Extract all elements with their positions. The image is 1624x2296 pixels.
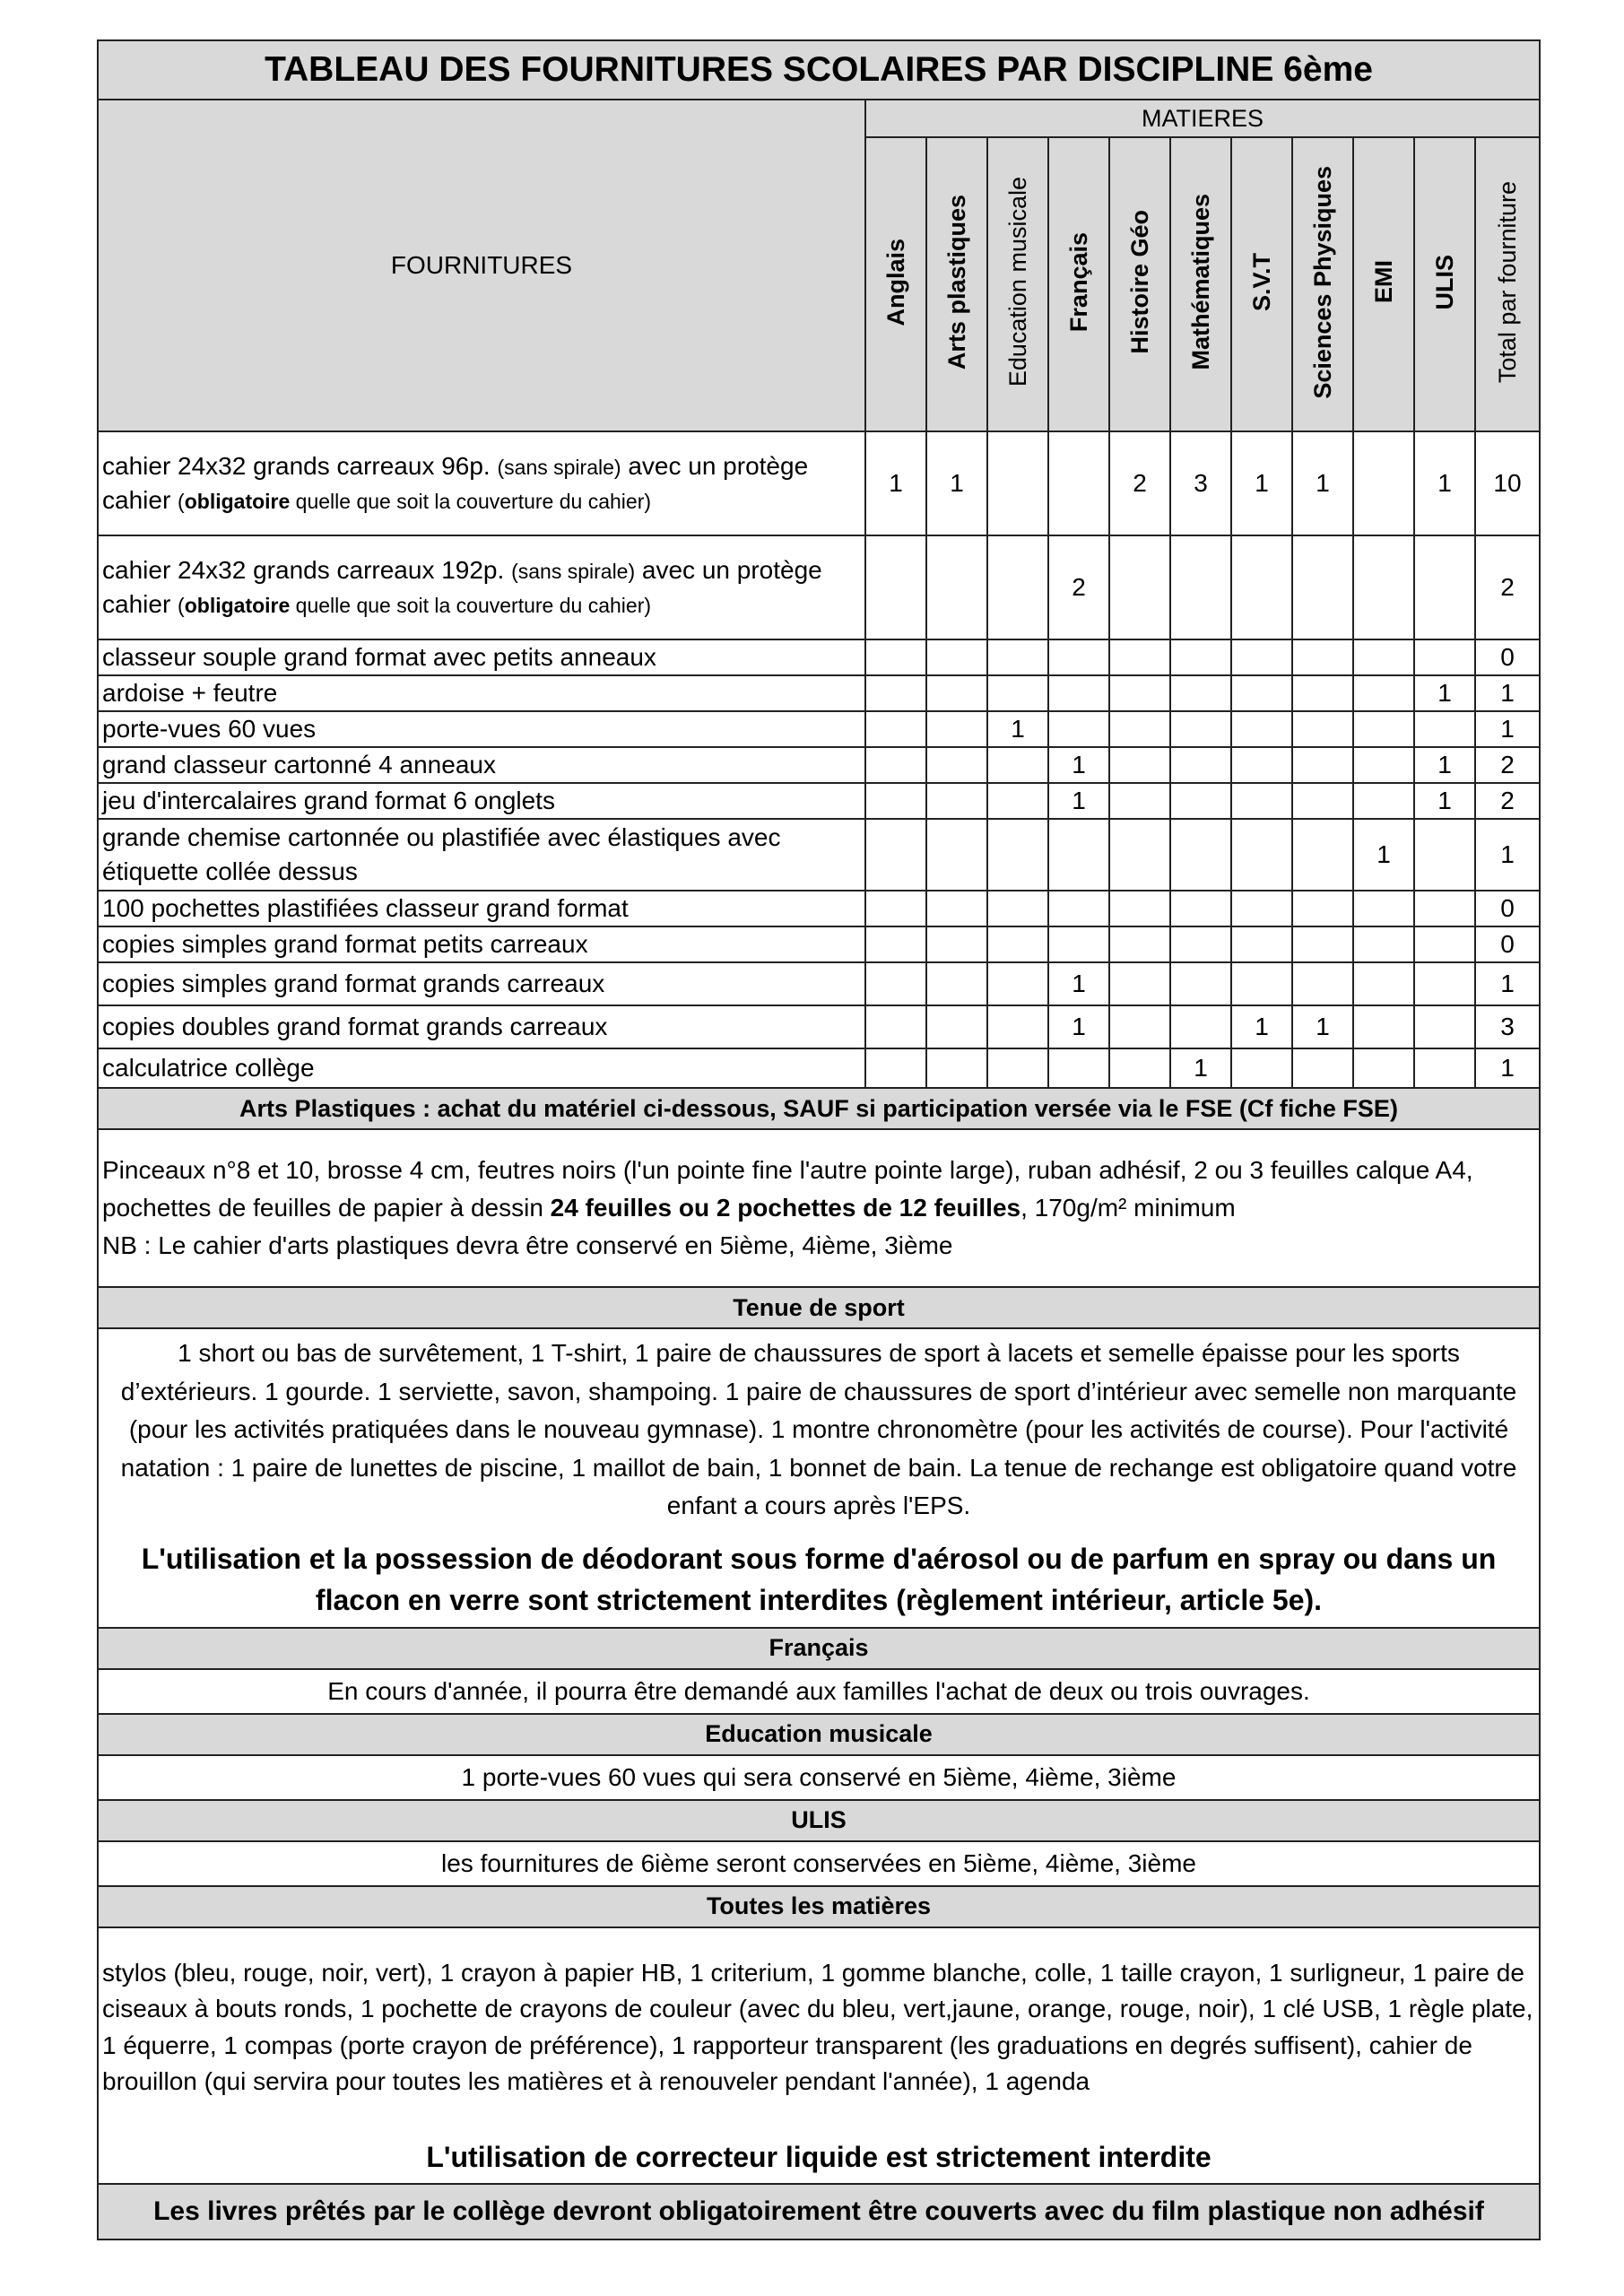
ulis-heading-row — [98, 1800, 1540, 1841]
quantity-cell — [926, 711, 987, 747]
quantity-cell — [987, 962, 1048, 1005]
quantity-cell — [987, 431, 1048, 535]
toutes-body-row — [98, 1927, 1540, 2185]
quantity-cell — [865, 1005, 926, 1048]
arts-heading: Arts Plastiques : achat du matériel ci-dessous, SAUF si participation versée via le FSE (Cf fiche FSE) — [98, 1088, 1540, 1129]
quantity-cell — [926, 535, 987, 639]
supply-name: grande chemise cartonnée ou plastifiée avec élastiques avec étiquette collée dessus — [98, 819, 865, 891]
quantity-cell — [1414, 926, 1475, 962]
table-row — [98, 891, 1540, 926]
total-cell: 1 — [1475, 1048, 1540, 1088]
quantity-cell: 1 — [926, 431, 987, 535]
quantity-cell — [1414, 891, 1475, 926]
footer-row — [98, 2184, 1540, 2239]
total-cell: 2 — [1475, 783, 1540, 819]
total-header — [1475, 137, 1540, 431]
quantity-cell: 3 — [1170, 431, 1231, 535]
quantity-cell — [1353, 891, 1414, 926]
musique-heading-row — [98, 1714, 1540, 1755]
quantity-cell — [1414, 962, 1475, 1005]
quantity-cell — [1414, 639, 1475, 675]
francais-heading: Français — [98, 1628, 1540, 1669]
quantity-cell — [987, 535, 1048, 639]
quantity-cell: 1 — [1414, 431, 1475, 535]
quantity-cell — [1414, 819, 1475, 891]
quantity-cell — [1048, 431, 1109, 535]
quantity-cell — [1231, 747, 1292, 783]
total-cell: 0 — [1475, 639, 1540, 675]
total-cell: 2 — [1475, 535, 1540, 639]
supply-name: copies simples grand format petits carreaux — [98, 926, 865, 962]
supply-name: ardoise + feutre — [98, 675, 865, 711]
total-cell: 1 — [1475, 962, 1540, 1005]
quantity-cell — [1292, 639, 1353, 675]
francais-body-row — [98, 1669, 1540, 1714]
quantity-cell — [1231, 535, 1292, 639]
supply-name-part: cahier 24x32 grands carreaux 96p. — [102, 452, 498, 481]
quantity-cell — [926, 1048, 987, 1088]
quantity-cell — [865, 711, 926, 747]
subject-header — [1292, 137, 1353, 431]
toutes-heading: Toutes les matières — [98, 1886, 1540, 1927]
total-cell: 0 — [1475, 926, 1540, 962]
quantity-cell — [1292, 711, 1353, 747]
table-row — [98, 1005, 1540, 1048]
total-cell: 1 — [1475, 675, 1540, 711]
quantity-cell — [1353, 962, 1414, 1005]
table-row — [98, 535, 1540, 639]
quantity-cell — [1353, 711, 1414, 747]
quantity-cell — [1231, 783, 1292, 819]
quantity-cell — [1414, 711, 1475, 747]
subject-header — [1353, 137, 1414, 431]
quantity-cell: 1 — [1048, 783, 1109, 819]
sport-text — [98, 1328, 1540, 1628]
quantity-cell — [1231, 926, 1292, 962]
quantity-cell — [865, 962, 926, 1005]
fournitures-header: FOURNITURES — [98, 100, 865, 431]
quantity-cell — [1292, 962, 1353, 1005]
table-row — [98, 711, 1540, 747]
arts-nb: NB : Le cahier d'arts plastiques devra être conservé en 5ième, 4ième, 3ième — [102, 1231, 953, 1259]
quantity-cell — [1353, 747, 1414, 783]
total-cell: 1 — [1475, 819, 1540, 891]
quantity-cell — [865, 675, 926, 711]
quantity-cell — [865, 1048, 926, 1088]
francais-text: En cours d'année, il pourra être demandé aux familles l'achat de deux ou trois ouvrages. — [98, 1669, 1540, 1714]
quantity-cell: 1 — [1170, 1048, 1231, 1088]
total-cell: 0 — [1475, 891, 1540, 926]
sport-body-row — [98, 1328, 1540, 1628]
quantity-cell — [1292, 819, 1353, 891]
supply-name-part: cahier 24x32 grands carreaux 192p. — [102, 556, 512, 585]
supply-name: porte-vues 60 vues — [98, 711, 865, 747]
quantity-cell — [1048, 819, 1109, 891]
subject-header — [1048, 137, 1109, 431]
supply-name: classeur souple grand format avec petits anneaux — [98, 639, 865, 675]
quantity-cell: 1 — [1048, 962, 1109, 1005]
quantity-cell: 1 — [1231, 1005, 1292, 1048]
quantity-cell: 1 — [1231, 431, 1292, 535]
quantity-cell — [865, 783, 926, 819]
subject-header — [926, 137, 987, 431]
quantity-cell — [1231, 962, 1292, 1005]
supply-note: quelle que soit la couverture du cahier) — [290, 594, 652, 617]
supply-note-bold: obligatoire — [184, 490, 291, 513]
arts-text-bold: 24 feuilles ou 2 pochettes de 12 feuilles — [550, 1194, 1021, 1222]
quantity-cell — [1109, 819, 1170, 891]
subject-header — [865, 137, 926, 431]
quantity-cell — [926, 819, 987, 891]
quantity-cell — [1353, 783, 1414, 819]
table-row — [98, 675, 1540, 711]
supply-note: quelle que soit la couverture du cahier) — [290, 490, 652, 513]
quantity-cell — [1292, 783, 1353, 819]
quantity-cell — [987, 747, 1048, 783]
matieres-header: MATIERES — [865, 100, 1540, 137]
supplies-table — [97, 39, 1541, 2240]
supply-note: (sans spirale) — [497, 456, 621, 480]
quantity-cell: 1 — [1414, 783, 1475, 819]
supply-name: jeu d'intercalaires grand format 6 onglets — [98, 783, 865, 819]
footer-note: Les livres prêtés par le collège devront obligatoirement être couverts avec du film plastique non adhésif — [98, 2184, 1540, 2239]
subject-label: EMI — [1369, 260, 1397, 304]
arts-text-part: Pinceaux n°8 et 10, brosse 4 cm, feutres noirs (l'un pointe fine l'autre pointe large), ruban adhésif, 2 ou 3 feuilles calque A4, pochettes de feuilles de papier à dessin — [102, 1156, 1473, 1222]
sport-heading: Tenue de sport — [98, 1287, 1540, 1328]
quantity-cell: 1 — [1048, 747, 1109, 783]
quantity-cell — [1109, 926, 1170, 962]
ulis-text: les fournitures de 6ième seront conservées en 5ième, 4ième, 3ième — [98, 1841, 1540, 1886]
arts-body-row — [98, 1129, 1540, 1287]
supply-name-part: avec un protège cahier — [102, 556, 822, 618]
table-row — [98, 783, 1540, 819]
quantity-cell — [1048, 675, 1109, 711]
quantity-cell — [1231, 675, 1292, 711]
quantity-cell — [1353, 675, 1414, 711]
arts-text — [98, 1129, 1540, 1287]
subject-label: ULIS — [1430, 254, 1458, 310]
subject-label: Anglais — [881, 238, 909, 326]
musique-text: 1 porte-vues 60 vues qui sera conservé en 5ième, 4ième, 3ième — [98, 1755, 1540, 1800]
quantity-cell — [1170, 926, 1231, 962]
quantity-cell — [987, 891, 1048, 926]
subject-label: Arts plastiques — [942, 194, 970, 370]
quantity-cell — [926, 783, 987, 819]
subject-label: Education musicale — [1003, 177, 1031, 387]
subject-header — [1414, 137, 1475, 431]
subject-header — [1231, 137, 1292, 431]
quantity-cell — [1292, 891, 1353, 926]
musique-heading: Education musicale — [98, 1714, 1540, 1755]
quantity-cell — [1048, 639, 1109, 675]
quantity-cell: 1 — [1353, 819, 1414, 891]
quantity-cell — [1109, 535, 1170, 639]
quantity-cell — [1109, 962, 1170, 1005]
total-label: Total par fourniture — [1493, 180, 1521, 384]
quantity-cell — [1231, 819, 1292, 891]
table-row — [98, 926, 1540, 962]
quantity-cell — [1170, 962, 1231, 1005]
sport-warning: L'utilisation et la possession de déodorant sous forme d'aérosol ou de parfum en spray ou dans un flacon en verre sont strictement interdites (règlement intérieur, article 5e). — [141, 1542, 1497, 1617]
supply-name: 100 pochettes plastifiées classeur grand format — [98, 891, 865, 926]
sport-heading-row — [98, 1287, 1540, 1328]
quantity-cell — [1170, 819, 1231, 891]
quantity-cell — [1292, 675, 1353, 711]
quantity-cell — [1109, 747, 1170, 783]
quantity-cell — [1231, 639, 1292, 675]
quantity-cell — [1048, 891, 1109, 926]
sport-description: 1 short ou bas de survêtement, 1 T-shirt, 1 paire de chaussures de sport à lacets et semelle épaisse pour les sports d’extérieurs. 1 gourde. 1 serviette, savon, shampoing. 1 paire de chaussures de sport d’intérieur avec semelle non marquante (pour les activités pratiquées dans le nouveau gymnase). 1 montre chronomètre (pour les activités de course). Pour l'activité natation : 1 paire de lunettes de piscine, 1 maillot de bain, 1 bonnet de bain. La tenue de rechange est obligatoire quand votre enfant a cours après l'EPS. — [120, 1339, 1517, 1520]
subject-header — [1109, 137, 1170, 431]
quantity-cell — [1353, 1005, 1414, 1048]
quantity-cell — [1292, 747, 1353, 783]
quantity-cell — [926, 891, 987, 926]
quantity-cell — [1109, 675, 1170, 711]
ulis-body-row — [98, 1841, 1540, 1886]
total-cell: 3 — [1475, 1005, 1540, 1048]
total-cell: 1 — [1475, 711, 1540, 747]
subject-label: S.V.T — [1247, 252, 1275, 312]
subject-label: Français — [1064, 231, 1092, 333]
quantity-cell: 1 — [1048, 1005, 1109, 1048]
quantity-cell — [1414, 1048, 1475, 1088]
quantity-cell — [926, 926, 987, 962]
quantity-cell — [987, 819, 1048, 891]
quantity-cell — [1231, 891, 1292, 926]
total-cell: 10 — [1475, 431, 1540, 535]
quantity-cell — [987, 926, 1048, 962]
page-title: TABLEAU DES FOURNITURES SCOLAIRES PAR DISCIPLINE 6ème — [98, 40, 1540, 100]
supply-name: copies doubles grand format grands carreaux — [98, 1005, 865, 1048]
quantity-cell — [1353, 639, 1414, 675]
quantity-cell: 2 — [1109, 431, 1170, 535]
subject-label: Histoire Géo — [1125, 210, 1153, 354]
quantity-cell: 1 — [865, 431, 926, 535]
quantity-cell — [1109, 639, 1170, 675]
quantity-cell — [926, 747, 987, 783]
quantity-cell — [987, 639, 1048, 675]
quantity-cell — [1048, 926, 1109, 962]
quantity-cell — [987, 675, 1048, 711]
quantity-cell — [1109, 891, 1170, 926]
table-row — [98, 639, 1540, 675]
arts-text-part: , 170g/m² minimum — [1020, 1194, 1236, 1222]
table-row — [98, 1048, 1540, 1088]
supply-name: calculatrice collège — [98, 1048, 865, 1088]
quantity-cell — [865, 747, 926, 783]
quantity-cell — [1170, 535, 1231, 639]
quantity-cell — [1353, 1048, 1414, 1088]
quantity-cell — [1292, 926, 1353, 962]
quantity-cell — [1048, 1048, 1109, 1088]
quantity-cell — [1170, 711, 1231, 747]
supply-name: copies simples grand format grands carreaux — [98, 962, 865, 1005]
quantity-cell — [1292, 535, 1353, 639]
quantity-cell — [865, 819, 926, 891]
quantity-cell — [987, 1048, 1048, 1088]
quantity-cell — [1231, 711, 1292, 747]
quantity-cell: 1 — [987, 711, 1048, 747]
supply-name: grand classeur cartonné 4 anneaux — [98, 747, 865, 783]
table-row — [98, 747, 1540, 783]
toutes-heading-row — [98, 1886, 1540, 1927]
quantity-cell — [1292, 1048, 1353, 1088]
quantity-cell — [1353, 535, 1414, 639]
quantity-cell — [1109, 1005, 1170, 1048]
quantity-cell — [1109, 783, 1170, 819]
quantity-cell — [987, 1005, 1048, 1048]
table-row — [98, 431, 1540, 535]
quantity-cell — [865, 926, 926, 962]
supply-note-bold: obligatoire — [184, 594, 291, 617]
supply-note: ( — [178, 490, 185, 513]
table-row — [98, 962, 1540, 1005]
quantity-cell — [926, 639, 987, 675]
supply-note: ( — [178, 594, 185, 617]
quantity-cell — [926, 675, 987, 711]
quantity-cell: 1 — [1292, 431, 1353, 535]
quantity-cell — [1170, 783, 1231, 819]
quantity-cell — [865, 891, 926, 926]
arts-heading-row — [98, 1088, 1540, 1129]
quantity-cell — [1414, 535, 1475, 639]
quantity-cell — [1353, 926, 1414, 962]
quantity-cell — [1048, 711, 1109, 747]
quantity-cell — [1109, 711, 1170, 747]
ulis-heading: ULIS — [98, 1800, 1540, 1841]
supply-note: (sans spirale) — [511, 560, 636, 584]
toutes-description: stylos (bleu, rouge, noir, vert), 1 crayon à papier HB, 1 criterium, 1 gomme blanche, colle, 1 taille crayon, 1 surligneur, 1 paire de ciseaux à bouts ronds, 1 pochette de crayons de couleur (avec du bleu, vert,jaune, orange, rouge, noir), 1 clé USB, 1 règle plate, 1 équerre, 1 compas (porte crayon de préférence), 1 rapporteur transparent (les graduations en degrés suffisent), cahier de brouillon (qui servira pour toutes les matières et à renouveler pendant l'année), 1 agenda — [102, 1958, 1533, 2096]
quantity-cell — [1170, 639, 1231, 675]
subject-label: Sciences Physiques — [1308, 165, 1336, 399]
quantity-cell — [1170, 891, 1231, 926]
subject-header — [1170, 137, 1231, 431]
quantity-cell: 1 — [1414, 747, 1475, 783]
quantity-cell — [1414, 1005, 1475, 1048]
musique-body-row — [98, 1755, 1540, 1800]
quantity-cell — [865, 639, 926, 675]
quantity-cell — [926, 1005, 987, 1048]
total-cell: 2 — [1475, 747, 1540, 783]
supply-name — [98, 535, 865, 639]
table-row — [98, 819, 1540, 891]
quantity-cell: 2 — [1048, 535, 1109, 639]
toutes-text — [98, 1927, 1540, 2185]
supply-name-part: avec un protège cahier — [102, 452, 809, 514]
quantity-cell — [865, 535, 926, 639]
supply-name — [98, 431, 865, 535]
quantity-cell: 1 — [1414, 675, 1475, 711]
quantity-cell — [987, 783, 1048, 819]
toutes-warning: L'utilisation de correcteur liquide est strictement interdite — [426, 2140, 1211, 2173]
quantity-cell — [1109, 1048, 1170, 1088]
quantity-cell — [1170, 747, 1231, 783]
quantity-cell: 1 — [1292, 1005, 1353, 1048]
subject-label: Mathématiques — [1186, 194, 1214, 370]
francais-heading-row — [98, 1628, 1540, 1669]
quantity-cell — [1170, 1005, 1231, 1048]
quantity-cell — [1170, 675, 1231, 711]
quantity-cell — [1231, 1048, 1292, 1088]
quantity-cell — [926, 962, 987, 1005]
subject-header — [987, 137, 1048, 431]
quantity-cell — [1353, 431, 1414, 535]
